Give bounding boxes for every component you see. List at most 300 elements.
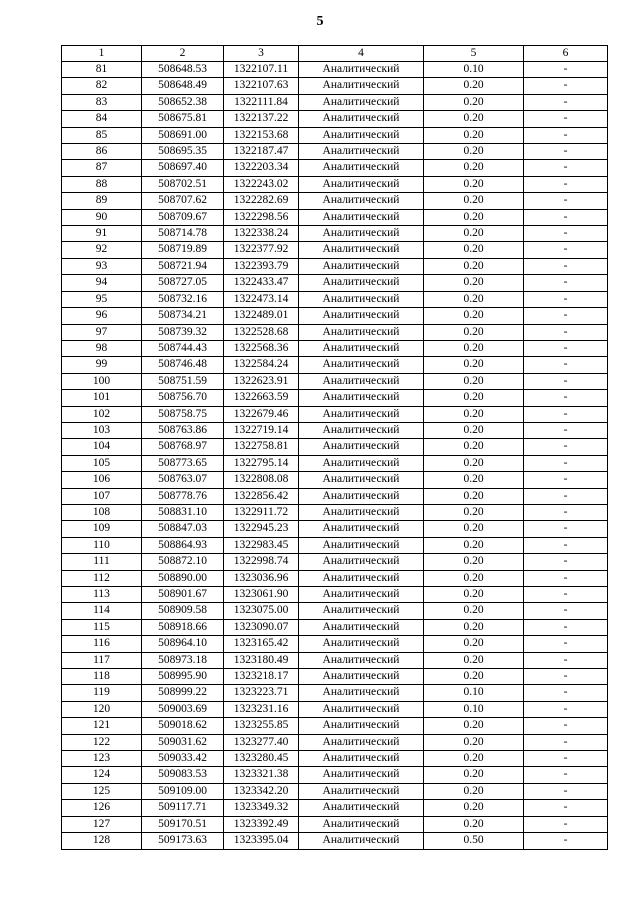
point-number-cell: 112 xyxy=(62,570,142,586)
x-coordinate-cell: 509003.69 xyxy=(142,701,224,717)
y-coordinate-cell: 1323231.16 xyxy=(224,701,299,717)
method-cell: Аналитический xyxy=(299,587,424,603)
y-coordinate-cell: 1322758.81 xyxy=(224,439,299,455)
x-coordinate-cell: 508872.10 xyxy=(142,554,224,570)
y-coordinate-cell: 1323165.42 xyxy=(224,636,299,652)
x-coordinate-cell: 509109.00 xyxy=(142,783,224,799)
x-coordinate-cell: 508973.18 xyxy=(142,652,224,668)
table-row xyxy=(62,160,608,176)
method-cell: Аналитический xyxy=(299,176,424,192)
method-cell: Аналитический xyxy=(299,603,424,619)
method-cell: Аналитический xyxy=(299,209,424,225)
method-cell: Аналитический xyxy=(299,357,424,373)
note-cell: - xyxy=(524,816,608,832)
x-coordinate-cell: 508763.07 xyxy=(142,472,224,488)
accuracy-cell: 0.20 xyxy=(424,324,524,340)
method-cell: Аналитический xyxy=(299,406,424,422)
method-cell: Аналитический xyxy=(299,619,424,635)
accuracy-cell: 0.20 xyxy=(424,111,524,127)
y-coordinate-cell: 1322243.02 xyxy=(224,176,299,192)
method-cell: Аналитический xyxy=(299,488,424,504)
x-coordinate-cell: 508773.65 xyxy=(142,455,224,471)
point-number-cell: 101 xyxy=(62,390,142,406)
y-coordinate-cell: 1323342.20 xyxy=(224,783,299,799)
y-coordinate-cell: 1322111.84 xyxy=(224,94,299,110)
note-cell: - xyxy=(524,783,608,799)
note-cell: - xyxy=(524,587,608,603)
x-coordinate-cell: 508847.03 xyxy=(142,521,224,537)
method-cell: Аналитический xyxy=(299,308,424,324)
note-cell: - xyxy=(524,751,608,767)
column-header: 5 xyxy=(424,46,524,62)
note-cell: - xyxy=(524,537,608,553)
method-cell: Аналитический xyxy=(299,669,424,685)
accuracy-cell: 0.20 xyxy=(424,603,524,619)
method-cell: Аналитический xyxy=(299,78,424,94)
accuracy-cell: 0.20 xyxy=(424,308,524,324)
accuracy-cell: 0.20 xyxy=(424,94,524,110)
x-coordinate-cell: 509018.62 xyxy=(142,718,224,734)
y-coordinate-cell: 1323392.49 xyxy=(224,816,299,832)
x-coordinate-cell: 508675.81 xyxy=(142,111,224,127)
note-cell: - xyxy=(524,78,608,94)
point-number-cell: 119 xyxy=(62,685,142,701)
note-cell: - xyxy=(524,209,608,225)
point-number-cell: 103 xyxy=(62,422,142,438)
note-cell: - xyxy=(524,422,608,438)
note-cell: - xyxy=(524,340,608,356)
x-coordinate-cell: 509083.53 xyxy=(142,767,224,783)
table-row xyxy=(62,242,608,258)
note-cell: - xyxy=(524,390,608,406)
accuracy-cell: 0.20 xyxy=(424,258,524,274)
table-row xyxy=(62,800,608,816)
point-number-cell: 87 xyxy=(62,160,142,176)
table-row xyxy=(62,570,608,586)
y-coordinate-cell: 1322528.68 xyxy=(224,324,299,340)
y-coordinate-cell: 1322983.45 xyxy=(224,537,299,553)
method-cell: Аналитический xyxy=(299,833,424,849)
header-row xyxy=(62,46,608,62)
method-cell: Аналитический xyxy=(299,226,424,242)
y-coordinate-cell: 1322203.34 xyxy=(224,160,299,176)
note-cell: - xyxy=(524,669,608,685)
point-number-cell: 117 xyxy=(62,652,142,668)
y-coordinate-cell: 1322584.24 xyxy=(224,357,299,373)
accuracy-cell: 0.20 xyxy=(424,554,524,570)
note-cell: - xyxy=(524,324,608,340)
accuracy-cell: 0.20 xyxy=(424,504,524,520)
table-row xyxy=(62,685,608,701)
x-coordinate-cell: 508751.59 xyxy=(142,373,224,389)
method-cell: Аналитический xyxy=(299,783,424,799)
point-number-cell: 104 xyxy=(62,439,142,455)
note-cell: - xyxy=(524,258,608,274)
x-coordinate-cell: 508778.76 xyxy=(142,488,224,504)
y-coordinate-cell: 1322679.46 xyxy=(224,406,299,422)
table-row xyxy=(62,258,608,274)
x-coordinate-cell: 508734.21 xyxy=(142,308,224,324)
point-number-cell: 89 xyxy=(62,193,142,209)
y-coordinate-cell: 1322808.08 xyxy=(224,472,299,488)
x-coordinate-cell: 509170.51 xyxy=(142,816,224,832)
note-cell: - xyxy=(524,357,608,373)
x-coordinate-cell: 508721.94 xyxy=(142,258,224,274)
accuracy-cell: 0.20 xyxy=(424,242,524,258)
x-coordinate-cell: 508918.66 xyxy=(142,619,224,635)
accuracy-cell: 0.20 xyxy=(424,226,524,242)
y-coordinate-cell: 1323280.45 xyxy=(224,751,299,767)
y-coordinate-cell: 1322377.92 xyxy=(224,242,299,258)
accuracy-cell: 0.20 xyxy=(424,652,524,668)
x-coordinate-cell: 508697.40 xyxy=(142,160,224,176)
accuracy-cell: 0.10 xyxy=(424,685,524,701)
y-coordinate-cell: 1322945.23 xyxy=(224,521,299,537)
accuracy-cell: 0.20 xyxy=(424,472,524,488)
x-coordinate-cell: 508964.10 xyxy=(142,636,224,652)
y-coordinate-cell: 1323395.04 xyxy=(224,833,299,849)
y-coordinate-cell: 1322282.69 xyxy=(224,193,299,209)
point-number-cell: 107 xyxy=(62,488,142,504)
y-coordinate-cell: 1322153.68 xyxy=(224,127,299,143)
table-row xyxy=(62,767,608,783)
method-cell: Аналитический xyxy=(299,291,424,307)
table-row xyxy=(62,390,608,406)
accuracy-cell: 0.20 xyxy=(424,373,524,389)
accuracy-cell: 0.20 xyxy=(424,767,524,783)
coordinates-table xyxy=(61,45,608,850)
note-cell: - xyxy=(524,767,608,783)
y-coordinate-cell: 1322393.79 xyxy=(224,258,299,274)
y-coordinate-cell: 1322137.22 xyxy=(224,111,299,127)
note-cell: - xyxy=(524,62,608,78)
table-row xyxy=(62,275,608,291)
table-row xyxy=(62,504,608,520)
accuracy-cell: 0.20 xyxy=(424,144,524,160)
y-coordinate-cell: 1322663.59 xyxy=(224,390,299,406)
note-cell: - xyxy=(524,406,608,422)
method-cell: Аналитический xyxy=(299,767,424,783)
accuracy-cell: 0.10 xyxy=(424,701,524,717)
accuracy-cell: 0.20 xyxy=(424,455,524,471)
note-cell: - xyxy=(524,160,608,176)
x-coordinate-cell: 508695.35 xyxy=(142,144,224,160)
note-cell: - xyxy=(524,652,608,668)
point-number-cell: 122 xyxy=(62,734,142,750)
note-cell: - xyxy=(524,127,608,143)
table-row xyxy=(62,718,608,734)
accuracy-cell: 0.20 xyxy=(424,193,524,209)
note-cell: - xyxy=(524,685,608,701)
table-row xyxy=(62,734,608,750)
point-number-cell: 125 xyxy=(62,783,142,799)
accuracy-cell: 0.20 xyxy=(424,357,524,373)
method-cell: Аналитический xyxy=(299,373,424,389)
y-coordinate-cell: 1323223.71 xyxy=(224,685,299,701)
accuracy-cell: 0.20 xyxy=(424,718,524,734)
table-row xyxy=(62,94,608,110)
accuracy-cell: 0.20 xyxy=(424,439,524,455)
note-cell: - xyxy=(524,570,608,586)
table-row xyxy=(62,636,608,652)
y-coordinate-cell: 1323075.00 xyxy=(224,603,299,619)
y-coordinate-cell: 1322433.47 xyxy=(224,275,299,291)
y-coordinate-cell: 1323321.38 xyxy=(224,767,299,783)
table-row xyxy=(62,554,608,570)
note-cell: - xyxy=(524,554,608,570)
y-coordinate-cell: 1322338.24 xyxy=(224,226,299,242)
method-cell: Аналитический xyxy=(299,455,424,471)
x-coordinate-cell: 508714.78 xyxy=(142,226,224,242)
method-cell: Аналитический xyxy=(299,652,424,668)
point-number-cell: 120 xyxy=(62,701,142,717)
x-coordinate-cell: 508909.58 xyxy=(142,603,224,619)
method-cell: Аналитический xyxy=(299,94,424,110)
x-coordinate-cell: 509117.71 xyxy=(142,800,224,816)
point-number-cell: 105 xyxy=(62,455,142,471)
method-cell: Аналитический xyxy=(299,504,424,520)
table-row xyxy=(62,340,608,356)
y-coordinate-cell: 1323036.96 xyxy=(224,570,299,586)
x-coordinate-cell: 508707.62 xyxy=(142,193,224,209)
table-body xyxy=(62,46,608,850)
method-cell: Аналитический xyxy=(299,701,424,717)
point-number-cell: 98 xyxy=(62,340,142,356)
accuracy-cell: 0.20 xyxy=(424,209,524,225)
table-row xyxy=(62,537,608,553)
y-coordinate-cell: 1323349.32 xyxy=(224,800,299,816)
point-number-cell: 100 xyxy=(62,373,142,389)
point-number-cell: 96 xyxy=(62,308,142,324)
method-cell: Аналитический xyxy=(299,160,424,176)
method-cell: Аналитический xyxy=(299,144,424,160)
table-row xyxy=(62,603,608,619)
point-number-cell: 110 xyxy=(62,537,142,553)
method-cell: Аналитический xyxy=(299,685,424,701)
accuracy-cell: 0.20 xyxy=(424,587,524,603)
accuracy-cell: 0.20 xyxy=(424,816,524,832)
accuracy-cell: 0.20 xyxy=(424,521,524,537)
note-cell: - xyxy=(524,275,608,291)
point-number-cell: 94 xyxy=(62,275,142,291)
x-coordinate-cell: 508768.97 xyxy=(142,439,224,455)
point-number-cell: 90 xyxy=(62,209,142,225)
accuracy-cell: 0.10 xyxy=(424,62,524,78)
y-coordinate-cell: 1322298.56 xyxy=(224,209,299,225)
point-number-cell: 99 xyxy=(62,357,142,373)
x-coordinate-cell: 508709.67 xyxy=(142,209,224,225)
note-cell: - xyxy=(524,636,608,652)
note-cell: - xyxy=(524,734,608,750)
table-row xyxy=(62,455,608,471)
table-row xyxy=(62,783,608,799)
point-number-cell: 108 xyxy=(62,504,142,520)
accuracy-cell: 0.20 xyxy=(424,488,524,504)
method-cell: Аналитический xyxy=(299,127,424,143)
accuracy-cell: 0.20 xyxy=(424,537,524,553)
point-number-cell: 81 xyxy=(62,62,142,78)
point-number-cell: 88 xyxy=(62,176,142,192)
method-cell: Аналитический xyxy=(299,718,424,734)
y-coordinate-cell: 1323061.90 xyxy=(224,587,299,603)
y-coordinate-cell: 1322473.14 xyxy=(224,291,299,307)
point-number-cell: 115 xyxy=(62,619,142,635)
method-cell: Аналитический xyxy=(299,800,424,816)
table-row xyxy=(62,324,608,340)
column-header: 4 xyxy=(299,46,424,62)
method-cell: Аналитический xyxy=(299,324,424,340)
note-cell: - xyxy=(524,800,608,816)
note-cell: - xyxy=(524,308,608,324)
method-cell: Аналитический xyxy=(299,422,424,438)
method-cell: Аналитический xyxy=(299,537,424,553)
table-row xyxy=(62,209,608,225)
table-row xyxy=(62,111,608,127)
x-coordinate-cell: 509033.42 xyxy=(142,751,224,767)
point-number-cell: 121 xyxy=(62,718,142,734)
note-cell: - xyxy=(524,193,608,209)
x-coordinate-cell: 508763.86 xyxy=(142,422,224,438)
accuracy-cell: 0.20 xyxy=(424,406,524,422)
table-row xyxy=(62,669,608,685)
note-cell: - xyxy=(524,111,608,127)
y-coordinate-cell: 1322187.47 xyxy=(224,144,299,160)
table-row xyxy=(62,373,608,389)
column-header: 6 xyxy=(524,46,608,62)
method-cell: Аналитический xyxy=(299,340,424,356)
x-coordinate-cell: 508756.70 xyxy=(142,390,224,406)
method-cell: Аналитический xyxy=(299,111,424,127)
column-header: 2 xyxy=(142,46,224,62)
method-cell: Аналитический xyxy=(299,193,424,209)
point-number-cell: 84 xyxy=(62,111,142,127)
point-number-cell: 106 xyxy=(62,472,142,488)
page-number: 5 xyxy=(316,14,324,29)
y-coordinate-cell: 1322856.42 xyxy=(224,488,299,504)
point-number-cell: 114 xyxy=(62,603,142,619)
point-number-cell: 95 xyxy=(62,291,142,307)
y-coordinate-cell: 1322489.01 xyxy=(224,308,299,324)
method-cell: Аналитический xyxy=(299,554,424,570)
accuracy-cell: 0.20 xyxy=(424,422,524,438)
x-coordinate-cell: 508727.05 xyxy=(142,275,224,291)
note-cell: - xyxy=(524,504,608,520)
method-cell: Аналитический xyxy=(299,390,424,406)
x-coordinate-cell: 509173.63 xyxy=(142,833,224,849)
x-coordinate-cell: 509031.62 xyxy=(142,734,224,750)
note-cell: - xyxy=(524,701,608,717)
note-cell: - xyxy=(524,718,608,734)
note-cell: - xyxy=(524,144,608,160)
method-cell: Аналитический xyxy=(299,62,424,78)
table-row xyxy=(62,439,608,455)
x-coordinate-cell: 508744.43 xyxy=(142,340,224,356)
accuracy-cell: 0.20 xyxy=(424,78,524,94)
note-cell: - xyxy=(524,455,608,471)
note-cell: - xyxy=(524,176,608,192)
point-number-cell: 102 xyxy=(62,406,142,422)
y-coordinate-cell: 1322719.14 xyxy=(224,422,299,438)
x-coordinate-cell: 508746.48 xyxy=(142,357,224,373)
x-coordinate-cell: 508999.22 xyxy=(142,685,224,701)
y-coordinate-cell: 1322998.74 xyxy=(224,554,299,570)
note-cell: - xyxy=(524,242,608,258)
table-row xyxy=(62,308,608,324)
method-cell: Аналитический xyxy=(299,472,424,488)
accuracy-cell: 0.20 xyxy=(424,160,524,176)
table-row xyxy=(62,226,608,242)
note-cell: - xyxy=(524,603,608,619)
table-row xyxy=(62,833,608,849)
table-row xyxy=(62,406,608,422)
note-cell: - xyxy=(524,373,608,389)
point-number-cell: 124 xyxy=(62,767,142,783)
accuracy-cell: 0.20 xyxy=(424,570,524,586)
accuracy-cell: 0.20 xyxy=(424,176,524,192)
point-number-cell: 123 xyxy=(62,751,142,767)
y-coordinate-cell: 1323277.40 xyxy=(224,734,299,750)
table-row xyxy=(62,144,608,160)
accuracy-cell: 0.20 xyxy=(424,800,524,816)
y-coordinate-cell: 1322568.36 xyxy=(224,340,299,356)
y-coordinate-cell: 1323218.17 xyxy=(224,669,299,685)
accuracy-cell: 0.20 xyxy=(424,734,524,750)
x-coordinate-cell: 508702.51 xyxy=(142,176,224,192)
y-coordinate-cell: 1322107.63 xyxy=(224,78,299,94)
point-number-cell: 118 xyxy=(62,669,142,685)
table-row xyxy=(62,619,608,635)
y-coordinate-cell: 1322795.14 xyxy=(224,455,299,471)
point-number-cell: 85 xyxy=(62,127,142,143)
note-cell: - xyxy=(524,472,608,488)
x-coordinate-cell: 508758.75 xyxy=(142,406,224,422)
note-cell: - xyxy=(524,488,608,504)
accuracy-cell: 0.20 xyxy=(424,783,524,799)
table-row xyxy=(62,751,608,767)
x-coordinate-cell: 508995.90 xyxy=(142,669,224,685)
point-number-cell: 109 xyxy=(62,521,142,537)
table-row xyxy=(62,422,608,438)
point-number-cell: 82 xyxy=(62,78,142,94)
x-coordinate-cell: 508901.67 xyxy=(142,587,224,603)
x-coordinate-cell: 508648.49 xyxy=(142,78,224,94)
table-row xyxy=(62,193,608,209)
note-cell: - xyxy=(524,619,608,635)
note-cell: - xyxy=(524,94,608,110)
x-coordinate-cell: 508739.32 xyxy=(142,324,224,340)
accuracy-cell: 0.20 xyxy=(424,275,524,291)
method-cell: Аналитический xyxy=(299,751,424,767)
y-coordinate-cell: 1323090.07 xyxy=(224,619,299,635)
x-coordinate-cell: 508864.93 xyxy=(142,537,224,553)
point-number-cell: 83 xyxy=(62,94,142,110)
table-row xyxy=(62,176,608,192)
y-coordinate-cell: 1322107.11 xyxy=(224,62,299,78)
accuracy-cell: 0.20 xyxy=(424,619,524,635)
method-cell: Аналитический xyxy=(299,636,424,652)
table-row xyxy=(62,816,608,832)
point-number-cell: 86 xyxy=(62,144,142,160)
point-number-cell: 111 xyxy=(62,554,142,570)
method-cell: Аналитический xyxy=(299,570,424,586)
x-coordinate-cell: 508732.16 xyxy=(142,291,224,307)
table-row xyxy=(62,78,608,94)
table-row xyxy=(62,488,608,504)
point-number-cell: 92 xyxy=(62,242,142,258)
method-cell: Аналитический xyxy=(299,275,424,291)
method-cell: Аналитический xyxy=(299,816,424,832)
point-number-cell: 93 xyxy=(62,258,142,274)
